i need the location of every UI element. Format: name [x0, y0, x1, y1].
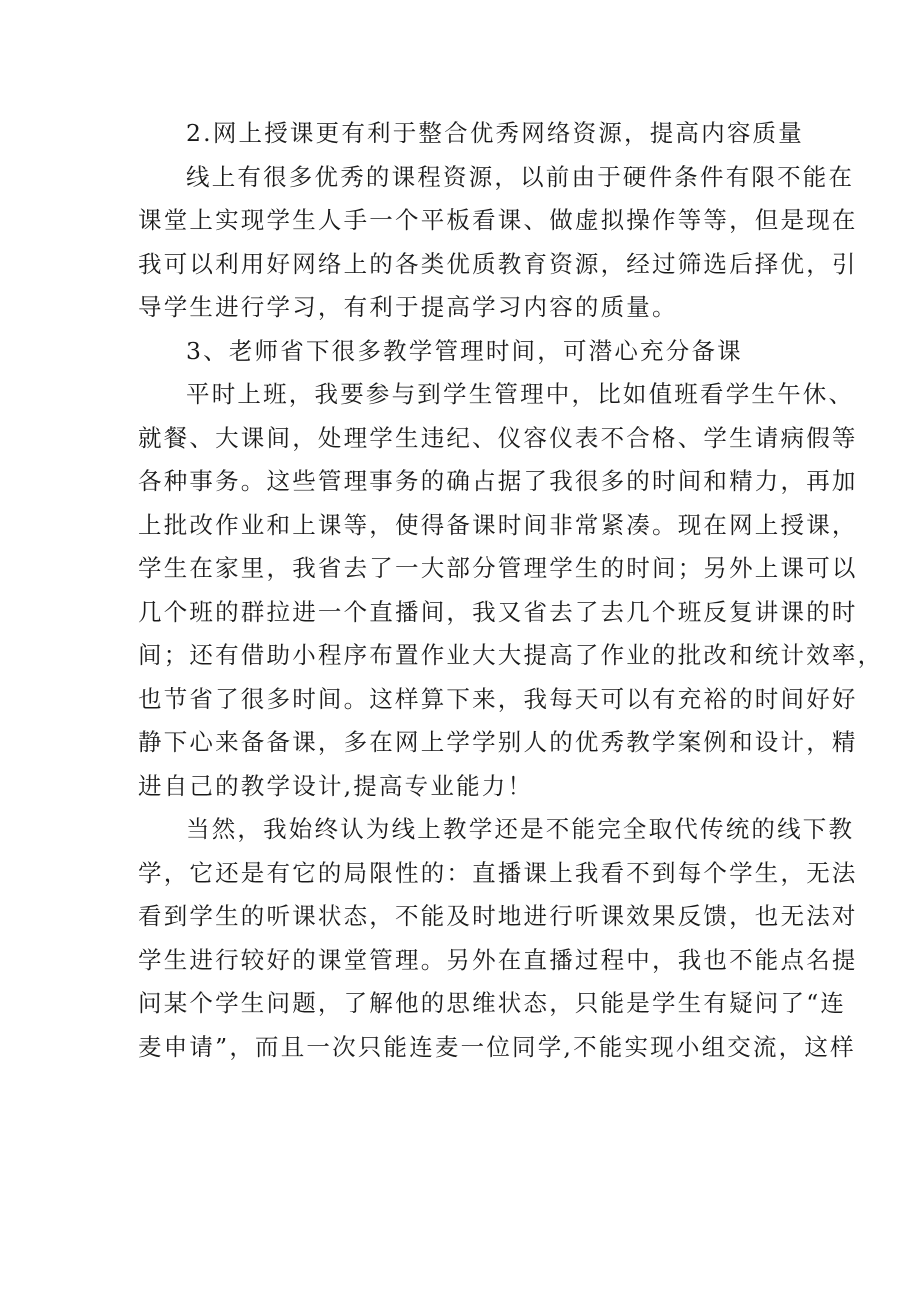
paragraph-line: 各种事务。这些管理事务的确占据了我很多的时间和精力，再加: [138, 467, 858, 495]
paragraph-line: 进自己的教学设计,提高专业能力！: [138, 771, 534, 800]
paragraph-line: 就餐、大课间，处理学生违纪、仪容仪表不合格、学生请病假等: [138, 423, 858, 452]
paragraph-line: 问某个学生问题，了解他的思维状态，只能是学生有疑问了“连: [138, 989, 847, 1017]
section-heading-2: 2.网上授课更有利于整合优秀网络资源，提高内容质量: [186, 119, 804, 147]
paragraph-line: 线上有很多优秀的课程资源，以前由于硬件条件有限不能在: [186, 162, 855, 191]
paragraph-line: 麦申请”，而且一次只能连麦一位同学,不能实现小组交流，这样: [138, 1032, 856, 1061]
document-body: [138, 112, 884, 1069]
paragraph-line: 学生进行较好的课堂管理。另外在直播过程中，我也不能点名提: [138, 945, 858, 974]
paragraph-line: 也节省了很多时间。这样算下来，我每天可以有充裕的时间好好: [138, 684, 858, 713]
paragraph-line: 上批改作业和上课等，使得备课时间非常紧凑。现在网上授课，: [138, 510, 858, 539]
paragraph-line: 学生在家里，我省去了一大部分管理学生的时间；另外上课可以: [138, 554, 858, 582]
paragraph-line: 看到学生的听课状态，不能及时地进行听课效果反馈，也无法对: [138, 902, 858, 930]
paragraph-line: 平时上班，我要参与到学生管理中，比如值班看学生午休、: [186, 380, 855, 408]
paragraph-line: 我可以利用好网络上的各类优质教育资源，经过筛选后择优，引: [138, 249, 858, 278]
paragraph-line: 导学生进行学习，有利于提高学习内容的质量。: [138, 293, 678, 321]
paragraph-line: 学，它还是有它的局限性的：直播课上我看不到每个学生，无法: [138, 858, 858, 887]
paragraph-line: 静下心来备备课，多在网上学学别人的优秀教学案例和设计，精: [138, 728, 858, 756]
paragraph-line: 当然，我始终认为线上教学还是不能完全取代传统的线下教: [186, 815, 855, 843]
paragraph-line: 间；还有借助小程序布置作业大大提高了作业的批改和统计效率，: [138, 641, 884, 669]
paragraph-line: 课堂上实现学生人手一个平板看课、做虚拟操作等等，但是现在: [138, 206, 858, 234]
section-heading-3: 3、老师省下很多教学管理时间，可潜心充分备课: [186, 336, 743, 365]
paragraph-line: 几个班的群拉进一个直播间，我又省去了去几个班反复讲课的时: [138, 597, 858, 626]
